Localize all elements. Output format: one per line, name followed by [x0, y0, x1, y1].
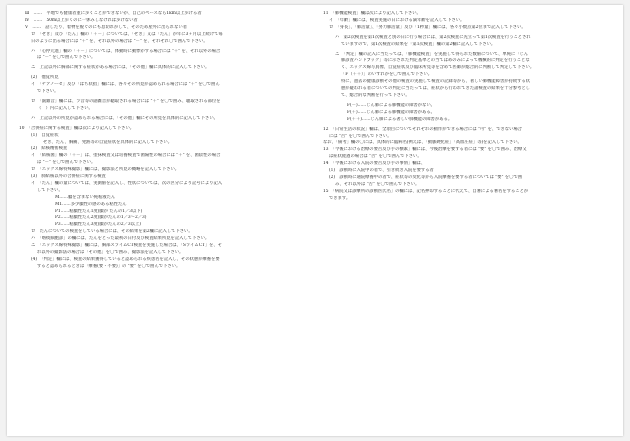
- right-text-line: には "否" を〇で囲んで下さい。: [329, 133, 392, 139]
- left-text-line: M1……多少膿性の感のある粘性たん: [55, 201, 127, 207]
- right-text-line: なお、「備考」欄の〇には、具体的に臨病名(例えば、「動脈硬化症」「高血圧症」等)を記入して下さい。: [323, 140, 522, 146]
- right-text-line: 13 「今後における治療の要否及び手の横素」欄には、今後治療を要する者には "要" を〇で囲み、治療又: [323, 147, 527, 153]
- right-text-line: ロ 「身長」、「肺活量」、「努力肺活量」及び「1秒量」欄には、各々小数点第2位まで記入して下さい。: [329, 24, 526, 30]
- left-text-line: Ⅲ …… 平地でも健康者並に歩くことができないが、自己のペースなら1km以上歩ける者: [25, 11, 202, 16]
- right-text-line: 12 「日常生活の状況」欄は、全項目についてそれぞれの動作ができる場合には "可" を、できない場合: [323, 126, 522, 132]
- left-text-line: (2) 他覚所見: [31, 75, 59, 81]
- left-text-line: ハ 「心停元進」欄の「＋－」については、体動時に動悸がする場合には "＋" を、それ以外の場合: [31, 48, 221, 54]
- right-text-line: F(＋)……じん肺による肺機能の障害がある。: [347, 109, 435, 115]
- left-text-line: Ⅴ …… 話したり、着物を脱ぐのにも息切れがして、そのため屋外に出られない者: [25, 24, 187, 30]
- right-text-line: て、総合的な判断を行って下さい。: [341, 92, 410, 98]
- left-text-line: (4) 「判定」欄には、検査の結果獲得していると認められる疾患名を記入し、その状態が療養を要: [31, 256, 220, 262]
- left-text-line: 日のように出る場合には "＋" を、それ以外の場合は "－" を、それぞれ〇で囲んで下さい。: [31, 38, 208, 44]
- left-text-line: で下さい。: [37, 89, 59, 95]
- left-text-line: (3) 肺結核以外の合併症に関する検査: [31, 174, 106, 180]
- right-text-line: 「F（＋＋）」のいずれかを〇で囲んで下さい。: [341, 72, 433, 78]
- left-text-line: して下さい。: [37, 187, 63, 193]
- right-text-line: 肺診査ハンドブック」等に示された判定基準との当てはめのみによって機械的に判定を行うことな: [341, 58, 530, 64]
- right-text-line: F(＋＋)……じん肺による著しい肺機能の障害がある。: [347, 116, 453, 122]
- right-text-line: 態が疑われる者についての判定に当たっては、症状から行われてきた諸検査の結果を十分参考とし: [341, 86, 530, 92]
- right-text-line: F(－)……じん肺による肺機能の障害がない。: [347, 102, 435, 108]
- left-text-line: ロ 「エックス線特殊撮影」欄には、撮影法と所見の概略を記入して下さい。: [31, 167, 180, 173]
- right-text-line: み、それ以外は "否" を〇で囲んで下さい。: [335, 181, 420, 187]
- left-text-line: イ 「チアノーゼ」及び「ばち状指」欄には、各々その所見が認められる場合には "＋" を〇で囲ん: [31, 82, 220, 88]
- left-text-line: P1……粘膿性たん1度(膿が たんの1／3以下): [55, 208, 143, 214]
- left-text-line: Ⅳ …… 50m以上歩くのに一休みしなければ歩けない者: [25, 17, 138, 23]
- left-text-line: P2……粘膿性たん2度(膿がたんの1／3～2／3): [55, 215, 147, 221]
- document-page: [7, 5, 623, 436]
- right-text-line: は症状経過の場合は "否" を〇で囲んで下さい。: [329, 154, 422, 160]
- left-text-line: ハ 「喀痰細胞診」の欄には、たんをとった最初の日付及び検査結果所見を記入して下さい。: [31, 236, 210, 242]
- left-text-line: すると認められるときは「療養(要・不要)」の "要" を〇で囲んで下さい。: [37, 263, 181, 269]
- left-text-line: ニ 上記以外に胸部に関する症状がある場合には、「その他」欄に具体的に記入して下さい。: [31, 65, 210, 71]
- right-text-line: 特に、過去の健康診断その他の検査の実施して検査の記録等から、著しい肺機能障害が持続する状: [341, 79, 531, 85]
- left-text-line: 10 「合併症に関する検査」欄は次により記入して下さい。: [19, 125, 135, 131]
- left-column: [19, 11, 309, 271]
- left-text-line: イ 「たん」欄の量については、実測値を記入し、性状については、次の区分により記号により記入: [31, 180, 223, 186]
- left-text-line: れ以外の撮影法の場合は「その他」を〇で囲み、撮影法を記入して下さい。: [37, 250, 184, 255]
- right-text-line: 11 「肺機能検査」欄は次により記入して下さい。: [323, 11, 421, 16]
- right-text-line: 14 「今後における入院の要否及び手の事情」欄は、: [323, 161, 426, 167]
- right-text-line: (1) 診断時に入院中の者で、引き続き入院を要する者: [329, 168, 434, 174]
- left-text-line: P3……粘膿性たん3度(膿がたんの2／3以上): [55, 222, 141, 228]
- left-text-line: は "－" を〇で囲んで下さい。: [37, 160, 96, 166]
- left-text-line: (2) 結核精密検査: [31, 146, 68, 152]
- left-text-line: (1) 自覚症状: [31, 132, 59, 138]
- right-text-line: イ 「年齢」欄には、検査実施の日における満年齢を記入して下さい。: [329, 17, 465, 23]
- right-text-line: (2) 診断時に通院療養中の者で、症状等の変化等から入院療養を要する者については "要" を〇で囲: [329, 174, 523, 180]
- left-text-line: M……膿を含まない純粘液たん: [55, 194, 116, 200]
- right-text-line: ハ 第2次検査を第1次検査と別の日に行う場合には、第2次検査に先立って第1次検査を行うことされ: [335, 34, 531, 40]
- left-text-line: ハ 上記以外の所見が認められる場合には、「その他」欄にその所見を具体的に記入して下さい。: [31, 115, 218, 121]
- right-text-line: ていますので、第1次検査の結果を「第1次検査」欄の第2欄に記入して下さい。: [341, 41, 496, 47]
- right-text-line: 15 「病院又は診療所の診断医氏名」の欄には、記名押印することに代えて、自署による署名をすることが: [323, 188, 529, 194]
- left-text-line: ロ 「せき」及び「たん」欄の「＋－」については、「せき」又は「たん」が年に3ヶ月以上続けて毎: [31, 31, 223, 37]
- right-text-line: ニ 「判定」欄の記入に当たっては、「肺機能検査」を実施して得られた数値について、単純に「じん: [335, 51, 529, 57]
- left-text-line: せき、たん、胸痛、発熱等の自覚症状を具体的に記入して下さい。: [43, 139, 172, 145]
- left-text-line: ロ 「副雑音」欄には、ラ音等の副雑音が聴取される場合には "＋" を〇で囲み、聴取される部位を: [31, 98, 221, 104]
- right-text-line: く、エックス線写真像、自覚症状及び臨床所見等を含めて医師が総合的に判断して判定して下さい。: [341, 65, 535, 71]
- right-text-line: できます。: [329, 195, 351, 201]
- right-column: [323, 11, 615, 203]
- left-text-line: （ ）内に記入して下さい。: [37, 105, 93, 111]
- left-text-line: イ 「結核菌」欄の「＋－」は、塗抹検査又は培養検査で菌陽性の場合には "＋" を、菌陰性の場合: [31, 153, 221, 159]
- left-text-line: ニ 「エックス線特殊撮影」欄には、胸部スライムCT検査を実施した場合は、「SライムCT」を、そ: [31, 243, 223, 249]
- left-text-line: ロ たんについての検査をしている場合には、その結果を第2欄に記入して下さい。: [31, 229, 193, 235]
- left-text-line: は "－" を〇で囲んで下さい。: [37, 55, 96, 61]
